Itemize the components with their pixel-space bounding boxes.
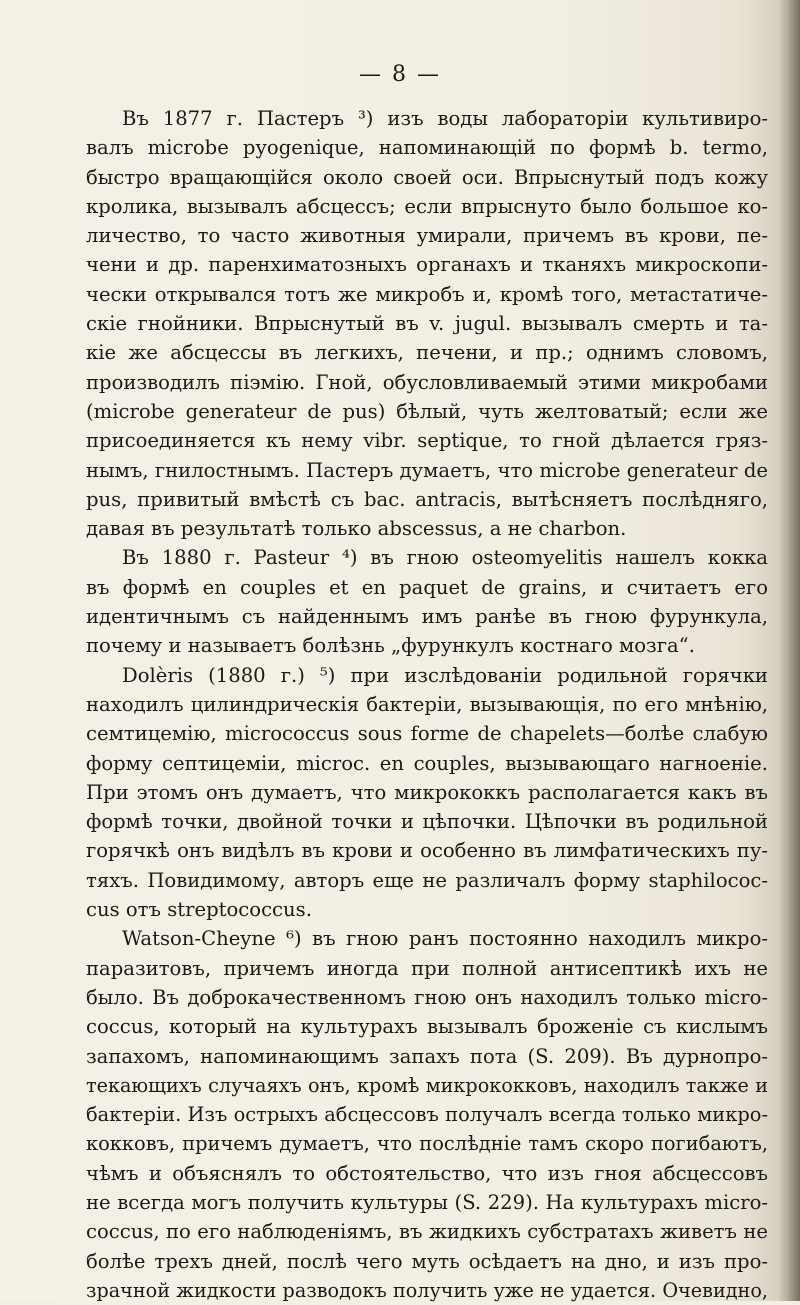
text-line: идентичнымъ съ найденнымъ имъ ранѣе въ гною фурункула, bbox=[86, 605, 768, 629]
text-line: болѣе трехъ дней, послѣ чего муть осѣдаетъ на дно, и изъ про- bbox=[86, 1249, 768, 1273]
text-line: бактеріи. Изъ острыхъ абсцессовъ получалъ всегда только микро- bbox=[86, 1103, 768, 1127]
text-line: зрачной жидкости разводокъ получить уже не удается. Очевидно, bbox=[86, 1278, 768, 1302]
text-line: Въ 1880 г. Pasteur ⁴) въ гною osteomyelitis нашелъ кокка bbox=[122, 546, 768, 570]
text-line: coccus, по его наблюденіямъ, въ жидкихъ субстратахъ живетъ не bbox=[86, 1220, 768, 1244]
text-line: валъ micrоbe руоgеniquе, напоминающій по формѣ b. termo, bbox=[86, 136, 768, 160]
text-line: чѣмъ и объяснялъ то обстоятельство, что изъ гноя абсцессовъ bbox=[86, 1161, 768, 1185]
text-line: coccus, который на культурахъ вызывалъ броженіе съ кислымъ bbox=[86, 1015, 768, 1039]
text-line: pus, привитый вмѣстѣ съ bac. antracis, вытѣсняетъ послѣдняго, bbox=[86, 487, 768, 511]
paragraph-pasteur-1880 bbox=[86, 543, 768, 660]
text-line: При этомъ онъ думаетъ, что микрококкъ располагается какъ въ bbox=[86, 780, 768, 804]
body-text bbox=[86, 104, 768, 1305]
text-line: Dolèris (1880 г.) ⁵) при изслѣдованіи родильной горячки bbox=[122, 663, 768, 687]
paragraph-pasteur-1877 bbox=[86, 104, 768, 543]
paragraph-watson-cheyne bbox=[86, 924, 768, 1305]
text-line: присоединяется къ нему vibr. septique, то гной дѣлается гряз- bbox=[86, 429, 768, 453]
text-line: семтицемію, micrococcus sous forme de chapelets—болѣе слабую bbox=[86, 722, 768, 746]
text-line: текающихъ случаяхъ онъ, кромѣ микрококковъ, находилъ также и bbox=[86, 1073, 768, 1097]
page-edge-shadow bbox=[778, 0, 800, 1301]
text-line: чески открывался тотъ же микробъ и, кромѣ того, метастатиче- bbox=[86, 282, 768, 306]
text-line: чени и др. паренхиматозныхъ органахъ и тканяхъ микроскопи- bbox=[86, 253, 768, 277]
text-line: паразитовъ, причемъ иногда при полной антисептикѣ ихъ не bbox=[86, 956, 768, 980]
text-line: кіе же абсцессы въ легкихъ, печени, и пр.; однимъ словомъ, bbox=[86, 341, 768, 365]
text-line: (microbe generateur de pus) бѣлый, чуть желтоватый; если же bbox=[86, 399, 768, 423]
text-line: Watson-Cheyne ⁶) въ гною ранъ постоянно находилъ микро- bbox=[122, 927, 768, 951]
page-number: — 8 — bbox=[359, 62, 441, 87]
text-line: въ формѣ en couples et en paquet de grains, и считаетъ его bbox=[86, 575, 768, 599]
text-line: было. Въ доброкачественномъ гною онъ находилъ только micro- bbox=[86, 985, 768, 1009]
text-line: Въ 1877 г. Пастеръ ³) изъ воды лабораторіи культивиро- bbox=[122, 107, 768, 130]
text-line: давая въ результатѣ только abscessus, а не charbon. bbox=[86, 517, 627, 541]
text-line: форму септицеміи, microc. en couples, вызывающаго нагноеніе. bbox=[86, 751, 768, 775]
text-line: кокковъ, причемъ думаетъ, что послѣдніе тамъ скоро погибаютъ, bbox=[86, 1132, 768, 1156]
text-line: запахомъ, напоминающимъ запахъ пота (S. 209). Въ дурнопро- bbox=[86, 1044, 768, 1068]
text-line: кролика, вызывалъ абсцессъ; если впрыснуто было большое ко- bbox=[86, 194, 768, 218]
text-line: формѣ точки, двойной точки и цѣпочки. Цѣпочки въ родильной bbox=[86, 810, 768, 834]
text-line: не всегда могъ получить культуры (S. 229). На культурахъ micro- bbox=[86, 1190, 768, 1214]
text-line: тяхъ. Повидимому, авторъ еще не различалъ форму staphilococ- bbox=[86, 868, 768, 892]
text-line: горячкѣ онъ видѣлъ въ крови и особенно въ лимфатическихъ пу- bbox=[86, 839, 768, 863]
text-line: быстро вращающійся около своей оси. Впрыснутый подъ кожу bbox=[86, 165, 768, 189]
text-line: нымъ, гнилостнымъ. Пастеръ думаетъ, что microbe generateur de bbox=[86, 458, 768, 482]
text-line: личество, то часто животныя умирали, причемъ въ крови, пе- bbox=[86, 224, 768, 248]
text-line: находилъ цилиндрическія бактеріи, вызывающія, по его мнѣнію, bbox=[86, 692, 768, 716]
text-line: скіе гнойники. Впрыснутый въ v. jugul. вызывалъ смерть и та- bbox=[86, 312, 768, 336]
paragraph-doleris bbox=[86, 661, 768, 925]
text-line: cus отъ streptococcus. bbox=[86, 898, 312, 922]
text-line: почему и называетъ болѣзнь „фурункулъ костнаго мозга“. bbox=[86, 634, 695, 658]
text-line: производилъ піэмію. Гной, обусловливаемый этими микробами bbox=[86, 370, 768, 394]
